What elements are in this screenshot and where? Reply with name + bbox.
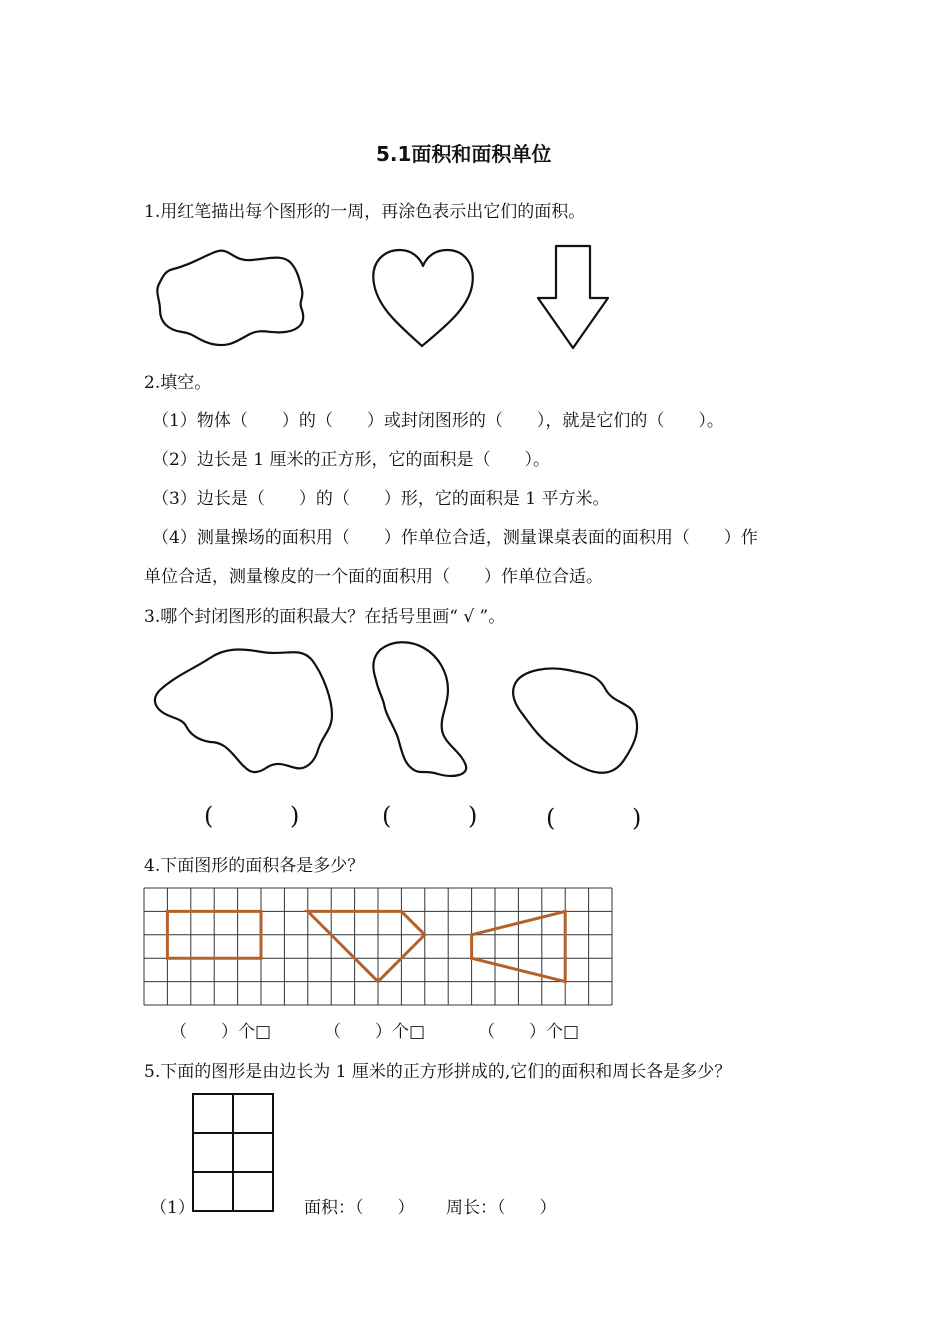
q2-item-1: （1）物体（ ）的（ ）或封闭图形的（ ），就是它们的（ ）。 [152, 411, 724, 431]
q2-item-4-continued: 单位合适，测量橡皮的一个面的面积用（ ）作单位合适。 [144, 567, 603, 587]
q3-prompt: 3.哪个封闭图形的面积最大？在括号里画“ √ ”。 [144, 607, 506, 627]
q2-prompt: 2.填空。 [144, 373, 212, 393]
q4-answer-2: （ ）个□ [324, 1022, 426, 1042]
q4-prompt: 4.下面图形的面积各是多少？ [144, 856, 365, 876]
q2-item-2: （2）边长是 1 厘米的正方形，它的面积是（ ）。 [152, 450, 550, 470]
q1-prompt: 1.用红笔描出每个图形的一周，再涂色表示出它们的面积。 [144, 202, 586, 222]
q3-answer-c-close: ) [632, 804, 642, 832]
q3-answer-a-close: ) [290, 802, 300, 830]
q4-square-grid [143, 887, 613, 1007]
q3-answer-a-open: ( [204, 802, 214, 830]
q2-item-4: （4）测量操场的面积用（ ）作单位合适，测量课桌表面的面积用（ ）作 [152, 528, 758, 548]
q5-area-label: 面积：（ ） [304, 1198, 415, 1218]
q2-item-3: （3）边长是（ ）的（ ）形，它的面积是 1 平方米。 [152, 489, 610, 509]
q4-answer-1: （ ）个□ [170, 1022, 272, 1042]
q3-answer-b-open: ( [382, 802, 392, 830]
q5-square-figure [192, 1093, 276, 1213]
q4-answer-3: （ ）个□ [478, 1022, 580, 1042]
q3-answer-c-open: ( [546, 804, 556, 832]
q5-prompt: 5.下面的图形是由边长为 1 厘米的正方形拼成的,它们的面积和周长各是多少？ [144, 1062, 732, 1082]
q5-item-label: （1） [150, 1198, 195, 1218]
q4-pentagon-shape [308, 911, 425, 981]
q3-answer-b-close: ) [468, 802, 478, 830]
page-title: 5.1面积和面积单位 [376, 142, 552, 166]
q5-perimeter-label: 周长：（ ） [446, 1198, 557, 1218]
